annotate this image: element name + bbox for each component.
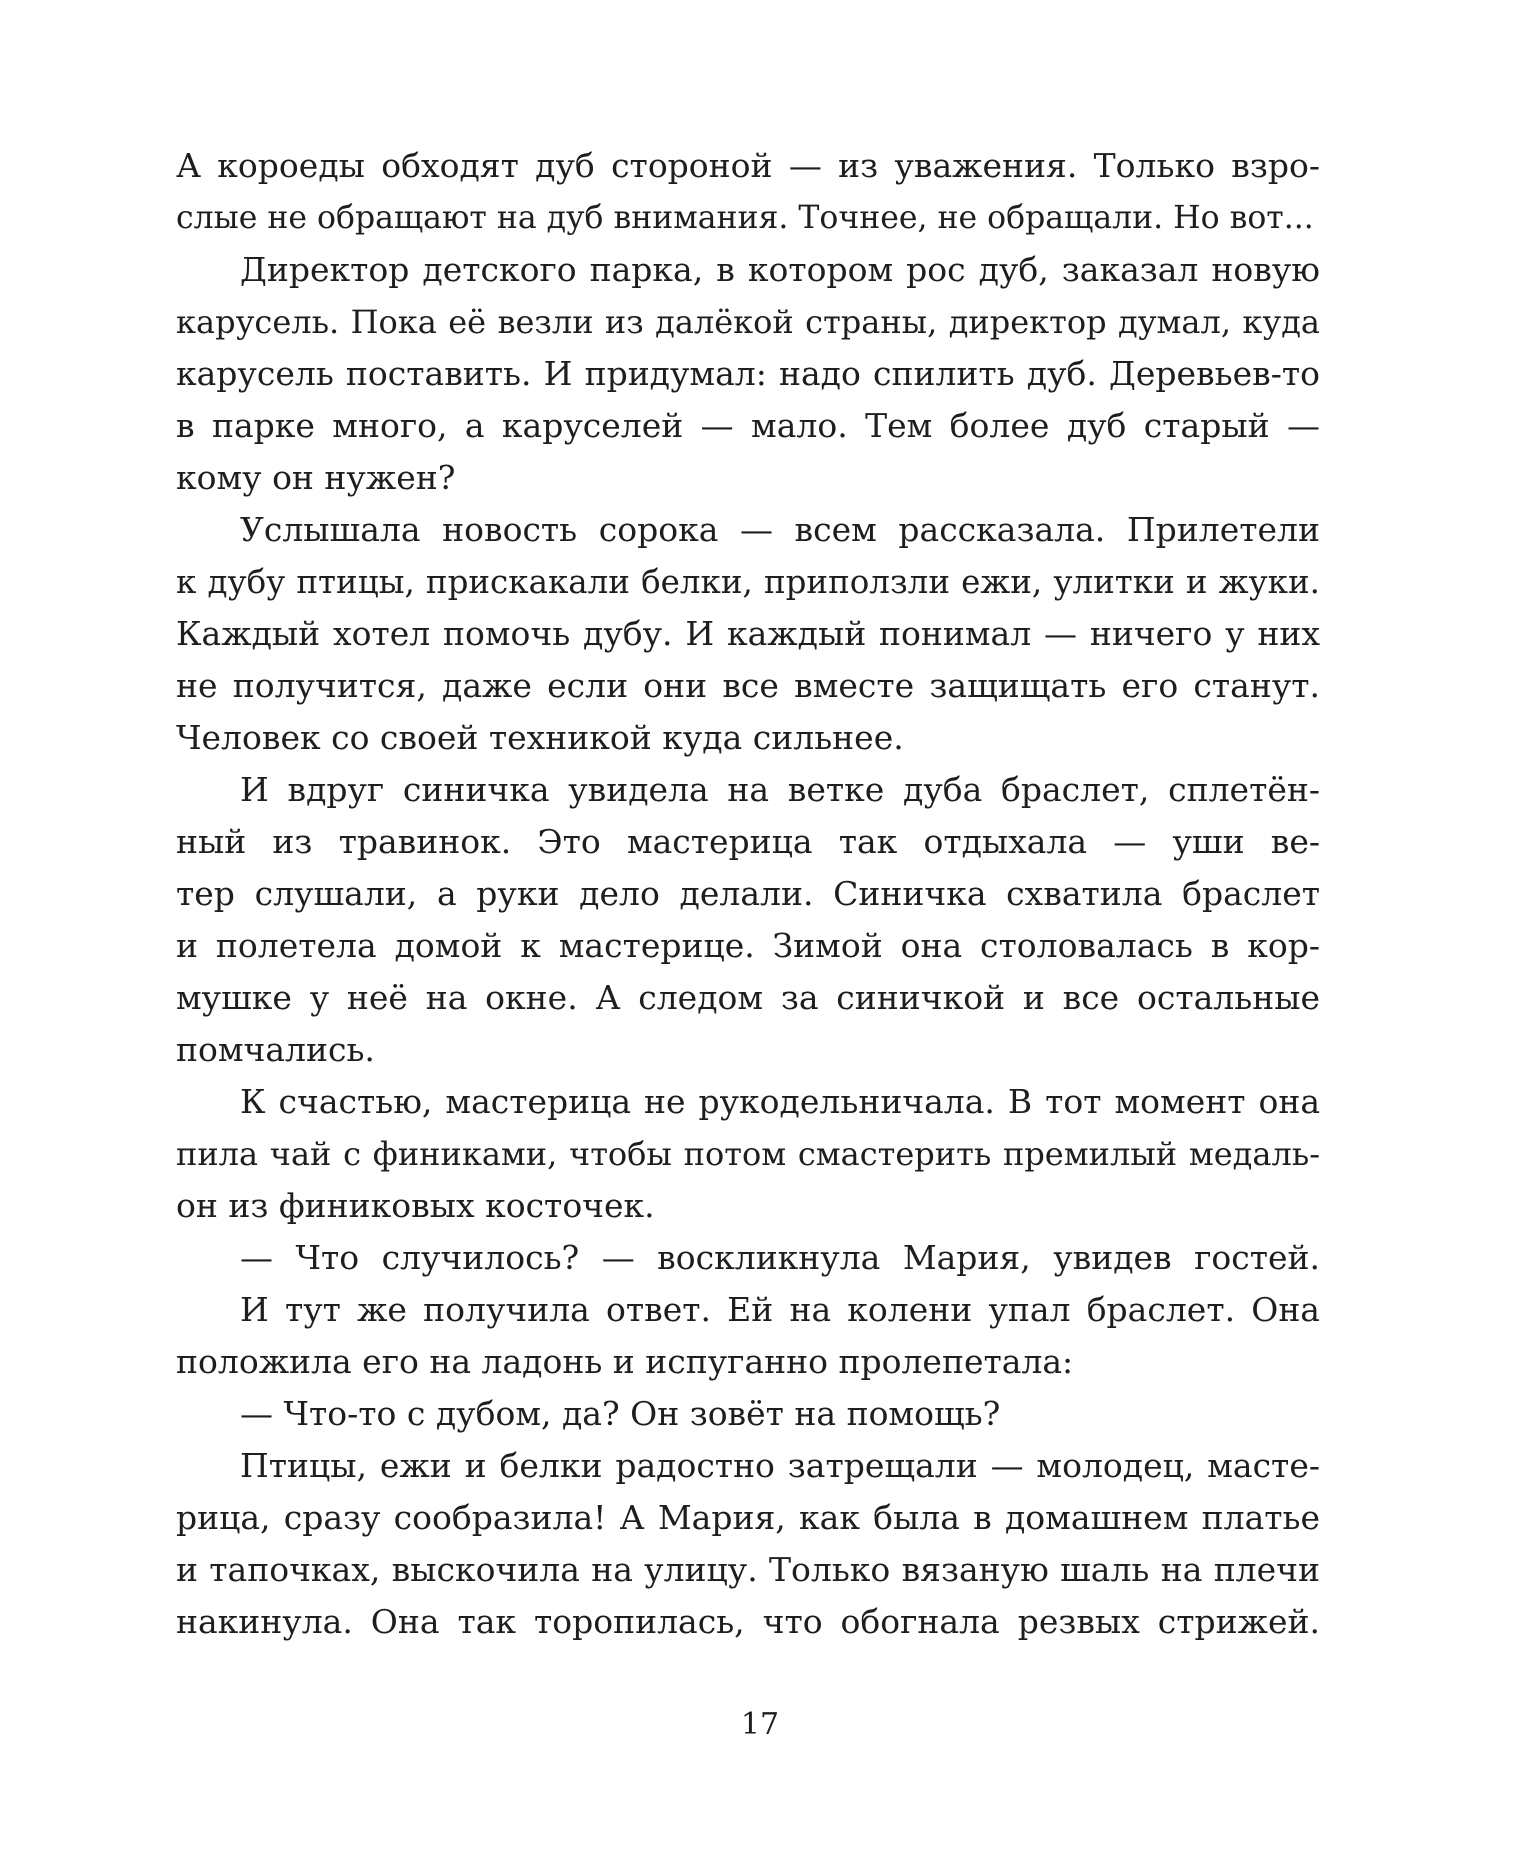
text-line: он из финиковых косточек. <box>176 1186 655 1225</box>
text-line: Человек со своей техникой куда сильнее. <box>176 718 904 757</box>
text-line: помчались. <box>176 1030 375 1069</box>
page-number: 17 <box>740 1707 780 1742</box>
text-line: мушке у неё на окне. А следом за синичкой и все остальные <box>176 978 1320 1017</box>
text-line: кому он нужен? <box>176 458 456 497</box>
text-line: и полетела домой к мастерице. Зимой она столовалась в кор- <box>176 926 1320 965</box>
text-line: И тут же получила ответ. Ей на колени упал браслет. Она <box>240 1290 1320 1329</box>
text-line: накинула. Она так торопилась, что обогнала резвых стрижей. <box>176 1602 1320 1641</box>
text-line: слые не обращают на дуб внимания. Точнее, не обращали. Но вот... <box>176 200 1314 236</box>
text-line: тер слушали, а руки дело делали. Синичка схватила браслет <box>176 874 1320 913</box>
text-line: И вдруг синичка увидела на ветке дуба браслет, сплетён- <box>240 770 1320 809</box>
text-line: и тапочках, выскочила на улицу. Только вязаную шаль на плечи <box>176 1550 1320 1589</box>
text-line: К счастью, мастерица не рукодельничала. В тот момент она <box>240 1082 1320 1121</box>
body-text <box>176 140 1320 1648</box>
text-line: А короеды обходят дуб стороной — из уважения. Только взро- <box>176 146 1320 185</box>
text-line: — Что случилось? — воскликнула Мария, увидев гостей. <box>240 1238 1320 1277</box>
text-line: Директор детского парка, в котором рос дуб, заказал новую <box>240 250 1320 289</box>
text-line: Услышала новость сорока — всем рассказала. Прилетели <box>240 510 1320 549</box>
text-line: ный из травинок. Это мастерица так отдыхала — уши ве- <box>176 822 1320 861</box>
text-line: пила чай с финиками, чтобы потом смастерить премилый медаль- <box>176 1135 1320 1173</box>
text-line: Каждый хотел помочь дубу. И каждый понимал — ничего у них <box>176 614 1320 653</box>
text-line: к дубу птицы, прискакали белки, приползли ежи, улитки и жуки. <box>176 563 1320 601</box>
text-line: положила его на ладонь и испуганно пролепетала: <box>176 1342 1074 1381</box>
text-line: карусель. Пока её везли из далёкой страны, директор думал, куда <box>176 303 1320 341</box>
text-line: — Что-то с дубом, да? Он зовёт на помощь? <box>240 1394 1001 1433</box>
text-line: в парке много, а каруселей — мало. Тем более дуб старый — <box>176 406 1320 445</box>
text-line: рица, сразу сообразила! А Мария, как была в домашнем платье <box>176 1498 1320 1537</box>
text-line: Птицы, ежи и белки радостно затрещали — молодец, масте- <box>240 1446 1320 1485</box>
text-line: не получится, даже если они все вместе защищать его станут. <box>176 666 1320 705</box>
text-line: карусель поставить. И придумал: надо спилить дуб. Деревьев-то <box>176 354 1320 393</box>
